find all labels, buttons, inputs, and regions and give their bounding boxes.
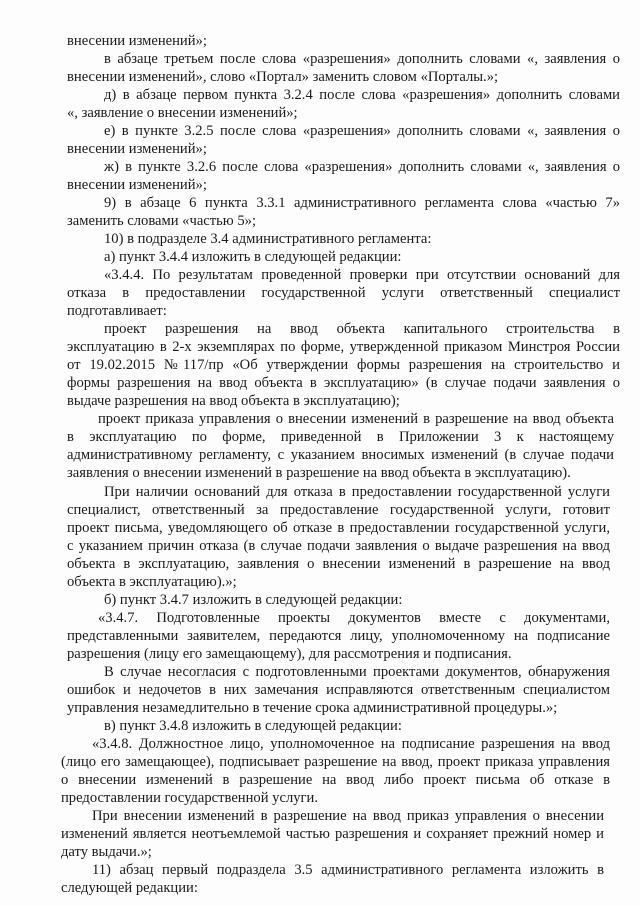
- text-line: 11) абзац первый подраздела 3.5 административного регламента изложить в: [92, 862, 604, 878]
- text-line: 10) в подразделе 3.4 административного регламента:: [104, 231, 432, 247]
- text-line: «3.4.7. Подготовленные проекты документов вместе с документами,: [98, 610, 610, 626]
- text-line: отказа в предоставлении государственной услуги ответственный специалист: [67, 285, 620, 301]
- text-line: внесении изменений», слово «Портал» заменить словом «Порталы.»;: [67, 69, 499, 85]
- text-line: разрешения (лицу его замещающему), для рассмотрения и подписания.: [67, 646, 512, 662]
- text-line: При внесении изменений в разрешение на ввод приказ управления о внесении: [92, 808, 604, 824]
- text-line: дату выдачи.»;: [61, 844, 152, 860]
- text-line: «3.4.8. Должностное лицо, уполномоченное на подписание разрешения на ввод: [92, 736, 610, 752]
- text-line: в абзаце третьем после слова «разрешения» дополнить словами «, заявления о: [104, 51, 620, 67]
- text-line: проект разрешения на ввод объекта капитального строительства в: [104, 321, 620, 337]
- text-line: ошибок и недочетов в них замечания исправляются ответственным специалистом: [67, 682, 610, 698]
- text-line: 9) в абзаце 6 пункта 3.3.1 административного регламента слова «частью 7»: [104, 195, 620, 211]
- text-line: В случае несогласия с подготовленными проектами документов, обнаружения: [104, 664, 610, 680]
- text-line: а) пункт 3.4.4 изложить в следующей редакции:: [104, 249, 402, 265]
- text-line: «, заявление о внесении изменений»;: [67, 105, 298, 121]
- text-line: административному регламенту, с указанием вносимых изменений (в случае подачи: [67, 447, 614, 463]
- text-line: управления незамедлительно в течение срока административной процедуры.»;: [67, 700, 558, 716]
- text-line: объекта в эксплуатацию, заявления о внесении изменений в разрешение на ввод: [67, 556, 610, 572]
- text-line: проект письма, уведомляющего об отказе в предоставлении государственной услуги,: [67, 520, 610, 536]
- text-line: д) в абзаце первом пункта 3.2.4 после слова «разрешения» дополнить словами: [104, 87, 620, 103]
- text-line: от 19.02.2015 №117/пр «Об утверждении формы разрешения на строительство и: [67, 357, 620, 373]
- text-line: о внесении изменений в разрешение на ввод либо проект письма об отказе в: [61, 772, 610, 788]
- text-line: ж) в пункте 3.2.6 после слова «разрешения» дополнить словами «, заявления о: [104, 159, 620, 175]
- text-line: б) пункт 3.4.7 изложить в следующей редакции:: [104, 592, 403, 608]
- text-line: (лицо его замещающее), подписывает разрешение на ввод, проект приказа управления: [61, 754, 610, 770]
- text-line: предоставлении государственной услуги.: [61, 790, 318, 806]
- text-line: изменений является неотъемлемой частью разрешения и сохраняет прежний номер и: [61, 826, 604, 842]
- text-line: следующей редакции:: [61, 880, 198, 896]
- text-line: представленными заявителем, передаются лицу, уполномоченному на подписание: [67, 628, 610, 644]
- text-line: внесении изменений»;: [67, 33, 207, 49]
- text-line: эксплуатацию в 2-х экземплярах по форме, утвержденной приказом Минстроя России: [67, 339, 620, 355]
- text-line: выдаче разрешения на ввод объекта в эксплуатацию);: [67, 393, 400, 409]
- text-line: проект приказа управления о внесении изменений в разрешение на ввод объекта: [98, 411, 614, 427]
- text-line: в эксплуатацию по форме, приведенной в Приложении 3 к настоящему: [67, 429, 614, 445]
- text-line: с указанием причин отказа (в случае подачи заявления о выдаче разрешения на ввод: [67, 538, 610, 554]
- text-line: «3.4.4. По результатам проведенной проверки при отсутствии оснований для: [104, 267, 620, 283]
- text-line: в) пункт 3.4.8 изложить в следующей редакции:: [104, 718, 402, 734]
- text-line: При наличии оснований для отказа в предоставлении государственной услуги: [104, 484, 610, 500]
- text-line: объекта в эксплуатацию).»;: [67, 574, 237, 590]
- text-line: специалист, ответственный за предоставление государственной услуги, готовит: [67, 502, 610, 518]
- text-line: заявления о внесении изменений в разрешение на ввод объекта в эксплуатацию).: [67, 465, 571, 481]
- text-line: внесении изменений»;: [67, 141, 207, 157]
- text-line: подготавливает:: [67, 303, 167, 319]
- text-line: заменить словами «частью 5»;: [67, 213, 257, 229]
- text-line: е) в пункте 3.2.5 после слова «разрешения» дополнить словами «, заявления о: [104, 123, 620, 139]
- text-line: формы разрешения на ввод объекта в эксплуатацию» (в случае подачи заявления о: [67, 375, 620, 391]
- text-line: внесении изменений»;: [67, 177, 207, 193]
